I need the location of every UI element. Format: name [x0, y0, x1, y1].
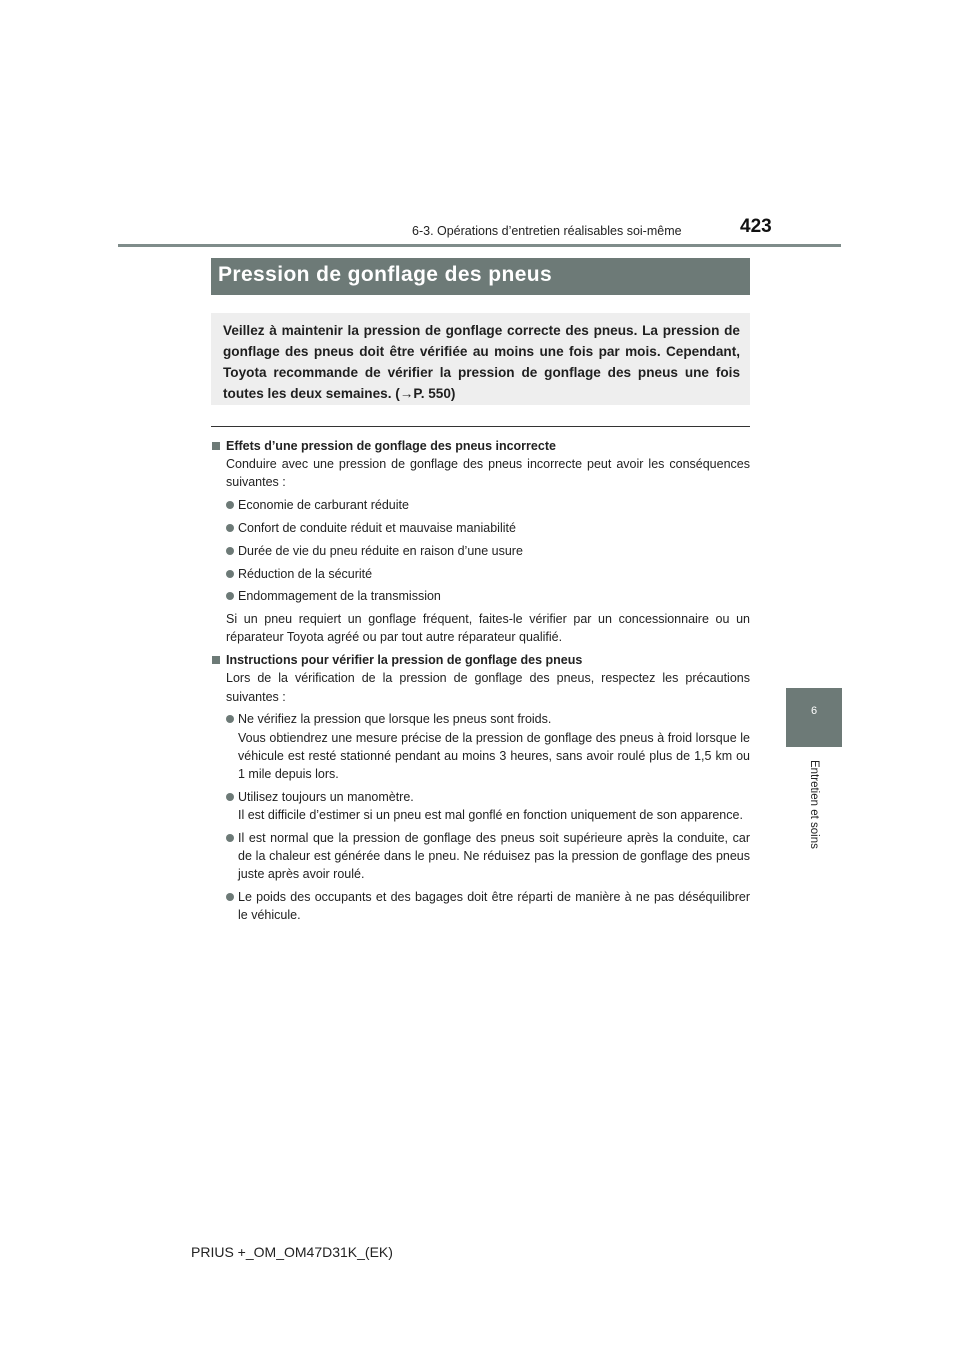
square-bullet-icon: [212, 656, 220, 664]
list-item-text: Il est normal que la pression de gonflage des pneus soit supérieure après la conduite, car de la chaleur est générée dans le pneu. Ne réduisez pas la pression de gonflage des pneus juste après avoir roulé.: [238, 830, 750, 882]
list-item-text: [238, 710, 750, 783]
intro-box: Veillez à maintenir la pression de gonflage correcte des pneus. La pression de gonflage des pneus doit être vérifiée au moins une fois par mois. Cependant, Toyota recommande de vérifier la pression de gonflage des pneus une fois toutes les deux semaines. (→P. 550): [211, 313, 750, 405]
chapter-tab: 6: [786, 688, 842, 747]
round-bullet-icon: [226, 570, 234, 578]
list-item: [226, 542, 750, 560]
content-divider: [211, 426, 750, 427]
list-item-text: Confort de conduite réduit et mauvaise maniabilité: [238, 521, 516, 535]
chapter-label: Entretien et soins: [808, 760, 820, 849]
page-number: 423: [740, 216, 772, 237]
list-item-detail: Vous obtiendrez une mesure précise de la pression de gonflage des pneus à froid lorsque le véhicule est resté stationné pendant au moins 3 heures, sans avoir roulé plus de 1,5 km ou 1 mile depuis lors.: [238, 730, 750, 781]
round-bullet-icon: [226, 501, 234, 509]
list-item-lead: Ne vérifiez la pression que lorsque les pneus sont froids.: [238, 712, 552, 727]
header-section-title: 6-3. Opérations d’entretien réalisables soi-même: [412, 224, 682, 238]
list-item: [226, 829, 750, 884]
round-bullet-icon: [226, 715, 234, 723]
list-item: [226, 565, 750, 583]
list-item-lead: Utilisez toujours un manomètre.: [238, 789, 414, 804]
list-item-text: Réduction de la sécurité: [238, 566, 373, 581]
list-item-detail: Il est difficile d’estimer si un pneu est mal gonflé en fonction uniquement de son apparence.: [238, 808, 743, 822]
list-item-text: Durée de vie du pneu réduite en raison d’une usure: [238, 543, 523, 558]
round-bullet-icon: [226, 793, 234, 801]
section-heading-text: Instructions pour vérifier la pression de gonflage des pneus: [226, 653, 583, 668]
list-item: [226, 710, 750, 783]
section-heading-text: Effets d’une pression de gonflage des pneus incorrecte: [226, 439, 556, 453]
header-divider: [118, 244, 841, 247]
list-item-text: Economie de carburant réduite: [238, 498, 409, 513]
section-closing-paragraph: Si un pneu requiert un gonflage fréquent, faites-le vérifier par un concessionnaire ou un réparateur Toyota agréé ou par tout autre réparateur qualifié.: [226, 612, 750, 645]
list-item-text: Endommagement de la transmission: [238, 589, 441, 604]
main-content: [211, 437, 750, 924]
list-item-text: Le poids des occupants et des bagages doit être réparti de manière à ne pas déséquilibrer le véhicule.: [238, 890, 750, 923]
list-item: [226, 519, 750, 537]
round-bullet-icon: [226, 547, 234, 555]
section-heading: [211, 437, 750, 455]
square-bullet-icon: [212, 442, 220, 450]
round-bullet-icon: [226, 834, 234, 842]
list-item: [226, 587, 750, 605]
list-item: [226, 888, 750, 924]
section-paragraph: Conduire avec une pression de gonflage des pneus incorrecte peut avoir les conséquences suivantes :: [226, 457, 750, 490]
section-paragraph: Lors de la vérification de la pression de gonflage des pneus, respectez les précautions suivantes :: [226, 671, 750, 704]
page-title-bar: [211, 258, 750, 295]
list-item: [226, 496, 750, 514]
round-bullet-icon: [226, 592, 234, 600]
document-footer: PRIUS +_OM_OM47D31K_(EK): [191, 1244, 393, 1260]
list-item-text: [238, 788, 750, 824]
round-bullet-icon: [226, 893, 234, 901]
list-item: [226, 788, 750, 824]
round-bullet-icon: [226, 524, 234, 532]
section-heading: [211, 651, 750, 669]
page-title: Pression de gonflage des pneus: [218, 263, 553, 286]
